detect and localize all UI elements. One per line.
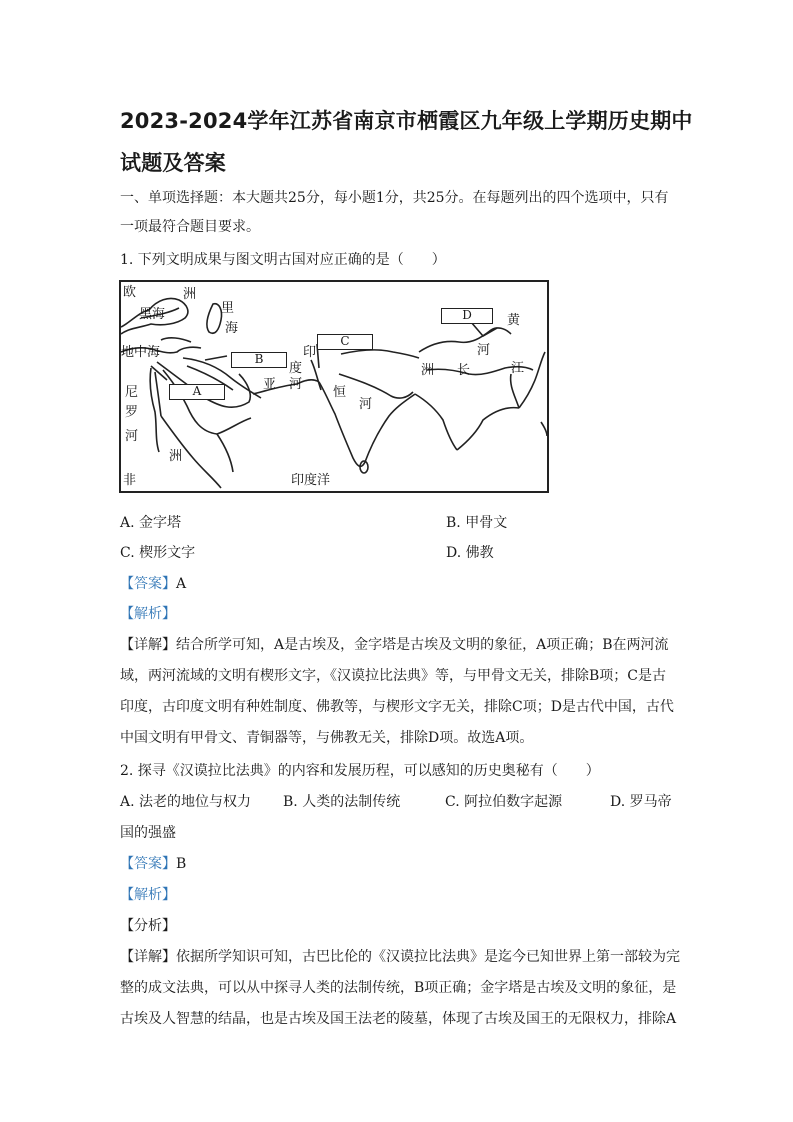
map-label-indian-ocean: 印度洋 — [291, 473, 331, 488]
question-1-analysis-tag: 【解析】 — [120, 606, 176, 622]
question-1-stem: 1. 下列文明成果与图文明古国对应正确的是（ ） — [120, 252, 446, 268]
answer-tag: 【答案】 — [120, 576, 176, 592]
answer-value: B — [176, 856, 187, 872]
question-2-option-b: B. 人类的法制传统 — [283, 794, 401, 810]
map-label-indus-he: 河 — [289, 377, 303, 392]
page-title-line2: 试题及答案 — [120, 151, 226, 175]
map-label-yangtze-chang: 长 — [457, 363, 471, 378]
ancient-civilizations-map — [119, 280, 549, 493]
map-label-nile-he: 河 — [125, 429, 139, 444]
map-label-indus-du: 度 — [289, 361, 303, 376]
question-2-option-c: C. 阿拉伯数字起源 — [445, 794, 563, 810]
question-2-answer — [120, 853, 186, 873]
question-2-option-d-continued: 国的强盛 — [120, 825, 176, 841]
map-label-yangtze-jiang: 江 — [511, 361, 525, 376]
section-instruction-line2: 一项最符合题目要求。 — [120, 219, 260, 235]
map-box-d: D — [441, 308, 493, 324]
map-label-europe-ou: 欧 — [123, 285, 137, 300]
question-2-option-d: D. 罗马帝 — [610, 794, 672, 810]
question-2-fenxi-tag: 【分析】 — [120, 918, 176, 934]
page-title-line1: 2023-2024学年江苏省南京市栖霞区九年级上学期历史期中 — [120, 109, 693, 133]
map-box-c: C — [317, 334, 373, 350]
map-label-africa-zhou: 洲 — [169, 449, 183, 464]
map-label-asia-ya: 亚 — [263, 377, 277, 392]
map-label-ganges-heng: 恒 — [333, 385, 347, 400]
question-1-option-a: A. 金字塔 — [120, 515, 182, 531]
map-label-europe-zhou: 洲 — [183, 287, 197, 302]
map-label-africa-fei: 非 — [123, 473, 137, 488]
answer-tag: 【答案】 — [120, 856, 176, 872]
question-2-detail-line: 整的成文法典，可以从中探寻人类的法制传统，B项正确；金字塔是古埃及文明的象征，是 — [120, 980, 677, 996]
map-label-nile-ni: 尼 — [125, 385, 139, 400]
answer-value: A — [176, 576, 187, 592]
map-box-a: A — [169, 384, 225, 400]
question-2-detail-line: 【详解】依据所学知识可知，古巴比伦的《汉谟拉比法典》是迄今已知世界上第一部较为完 — [120, 949, 680, 965]
map-label-asia-zhou: 洲 — [421, 363, 435, 378]
question-2-detail-line: 古埃及人智慧的结晶，也是古埃及国王法老的陵墓，体现了古埃及国王的无限权力，排除A — [120, 1011, 677, 1027]
map-label-nile-luo: 罗 — [125, 405, 139, 420]
question-1-option-c: C. 楔形文字 — [120, 545, 196, 561]
question-1-option-b: B. 甲骨文 — [446, 515, 508, 531]
map-label-caspian-hai: 海 — [225, 321, 239, 336]
map-label-mediterranean: 地中海 — [121, 345, 161, 360]
map-label-yellow-he: 河 — [477, 343, 491, 358]
question-1-detail-line: 【详解】结合所学可知，A是古埃及，金字塔是古埃及文明的象征，A项正确；B在两河流 — [120, 637, 669, 653]
question-1-detail-line: 域，两河流域的文明有楔形文字，《汉谟拉比法典》等，与甲骨文无关，排除B项；C是古 — [120, 668, 666, 684]
question-2-option-a: A. 法老的地位与权力 — [120, 794, 252, 810]
section-instruction-line1: 一、单项选择题：本大题共25分，每小题1分，共25分。在每题列出的四个选项中，只有 — [120, 190, 669, 206]
map-label-ganges-he: 河 — [359, 397, 373, 412]
question-2-analysis-tag: 【解析】 — [120, 887, 176, 903]
question-1-detail-line: 印度，古印度文明有种姓制度、佛教等，与楔形文字无关，排除C项；D是古代中国，古代 — [120, 699, 674, 715]
question-1-option-d: D. 佛教 — [446, 545, 494, 561]
map-label-black-sea: 黑海 — [139, 307, 166, 322]
map-label-yellow-huang: 黄 — [507, 313, 521, 328]
question-1-answer — [120, 573, 186, 593]
question-1-detail-line: 中国文明有甲骨文、青铜器等，与佛教无关，排除D项。故选A项。 — [120, 730, 534, 746]
map-label-indus-yin: 印 — [303, 345, 317, 360]
map-box-b: B — [231, 352, 287, 368]
map-label-caspian-li: 里 — [221, 301, 235, 316]
question-2-stem: 2. 探寻《汉谟拉比法典》的内容和发展历程，可以感知的历史奥秘有（ ） — [120, 763, 600, 779]
